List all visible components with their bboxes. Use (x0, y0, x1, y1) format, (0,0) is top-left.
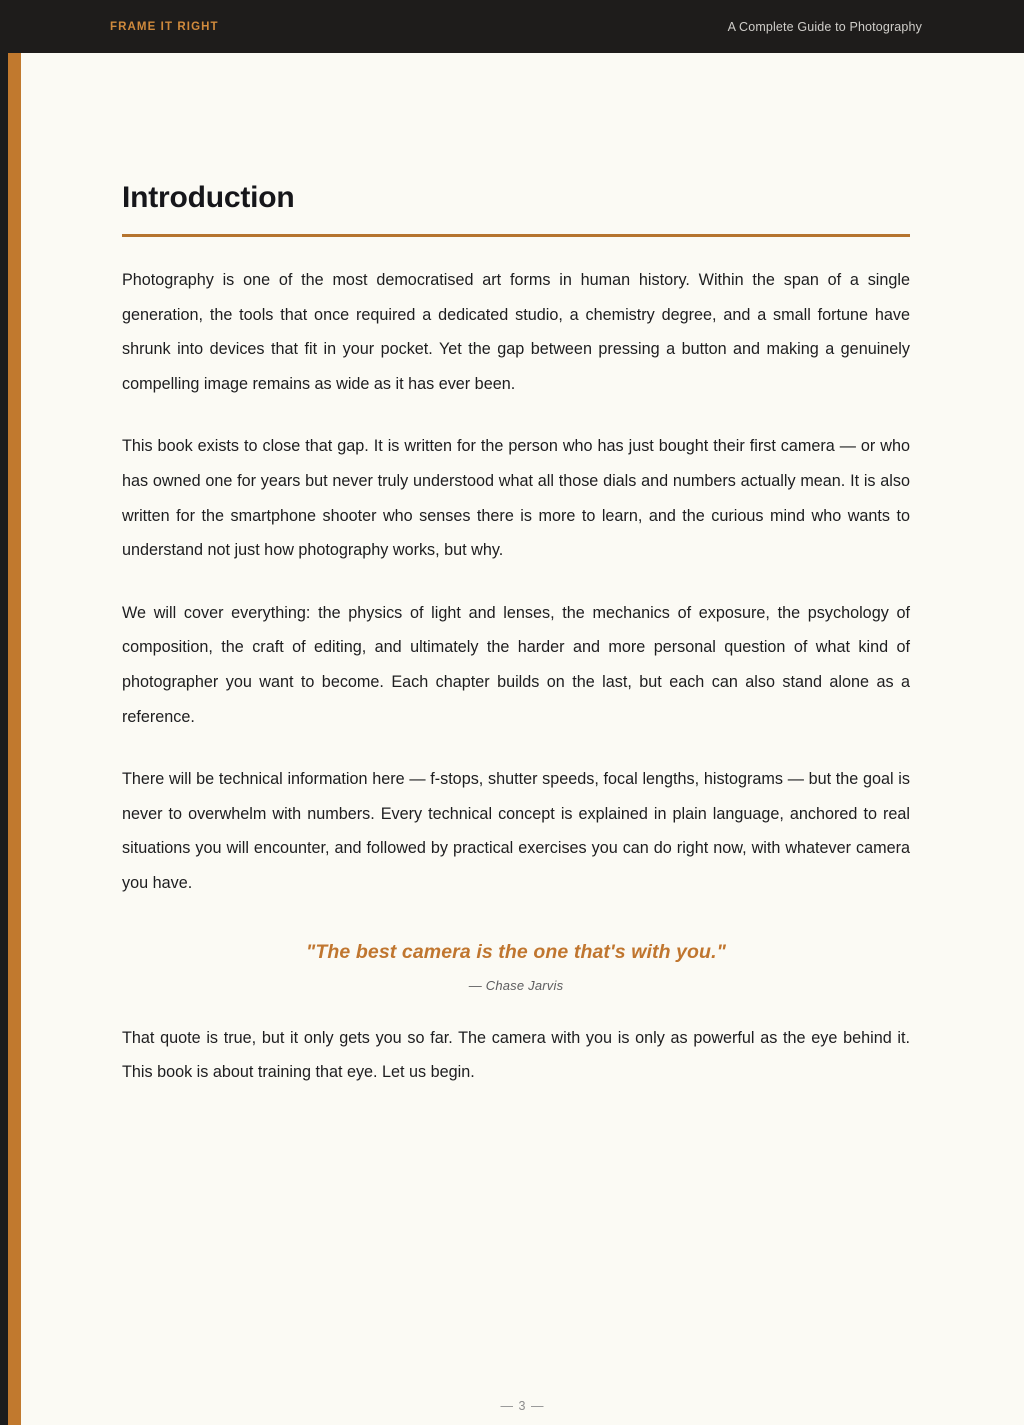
body-paragraph-3: We will cover everything: the physics of light and lenses, the mechanics of exposure, the psychology of composition, the craft of editing, and ultimately the harder and more personal question of what kind of photographer you want to become. Each chapter builds on the last, but each can also stand alone as a reference. (122, 603, 910, 726)
pullquote-block (122, 939, 910, 993)
book-brand-title: FRAME IT RIGHT (110, 20, 219, 33)
pullquote-attribution: — Chase Jarvis (468, 977, 564, 993)
body-paragraph-4: There will be technical information here — f-stops, shutter speeds, focal lengths, histograms — but the goal is never to overwhelm with numbers. Every technical concept is explained in plain language, anchored to real situations you will encounter, and followed by practical exercises you can do right now, with whatever camera you have. (122, 770, 910, 892)
book-subtitle: A Complete Guide to Photography (727, 19, 922, 34)
page-content-column (122, 53, 910, 1090)
running-header (0, 0, 1024, 53)
chapter-title: Introduction (122, 181, 295, 214)
body-paragraph-2: This book exists to close that gap. It is written for the person who has just bought their first camera — or who has owned one for years but never truly understood what all those dials and numbers actually mean. It is also written for the smartphone shooter who senses there is more to learn, and the curious mind who wants to understand not just how photography works, but why. (122, 437, 910, 560)
running-header-inner (110, 0, 922, 53)
page-number-footer: — 3 — (500, 1399, 545, 1413)
body-paragraph-1: Photography is one of the most democratised art forms in human history. Within the span of a single generation, the tools that once required a dedicated studio, a chemistry degree, and a small fortune have shrunk into devices that fit in your pocket. Yet the gap between pressing a button and making a genuinely compelling image remains as wide as it has ever been. (122, 271, 910, 393)
closing-paragraph: That quote is true, but it only gets you so far. The camera with you is only as powerful as the eye behind it. This book is about training that eye. Let us begin. (122, 1028, 910, 1082)
pullquote-text: "The best camera is the one that's with you." (306, 940, 726, 963)
page-spine-accent-bar (8, 0, 21, 1425)
